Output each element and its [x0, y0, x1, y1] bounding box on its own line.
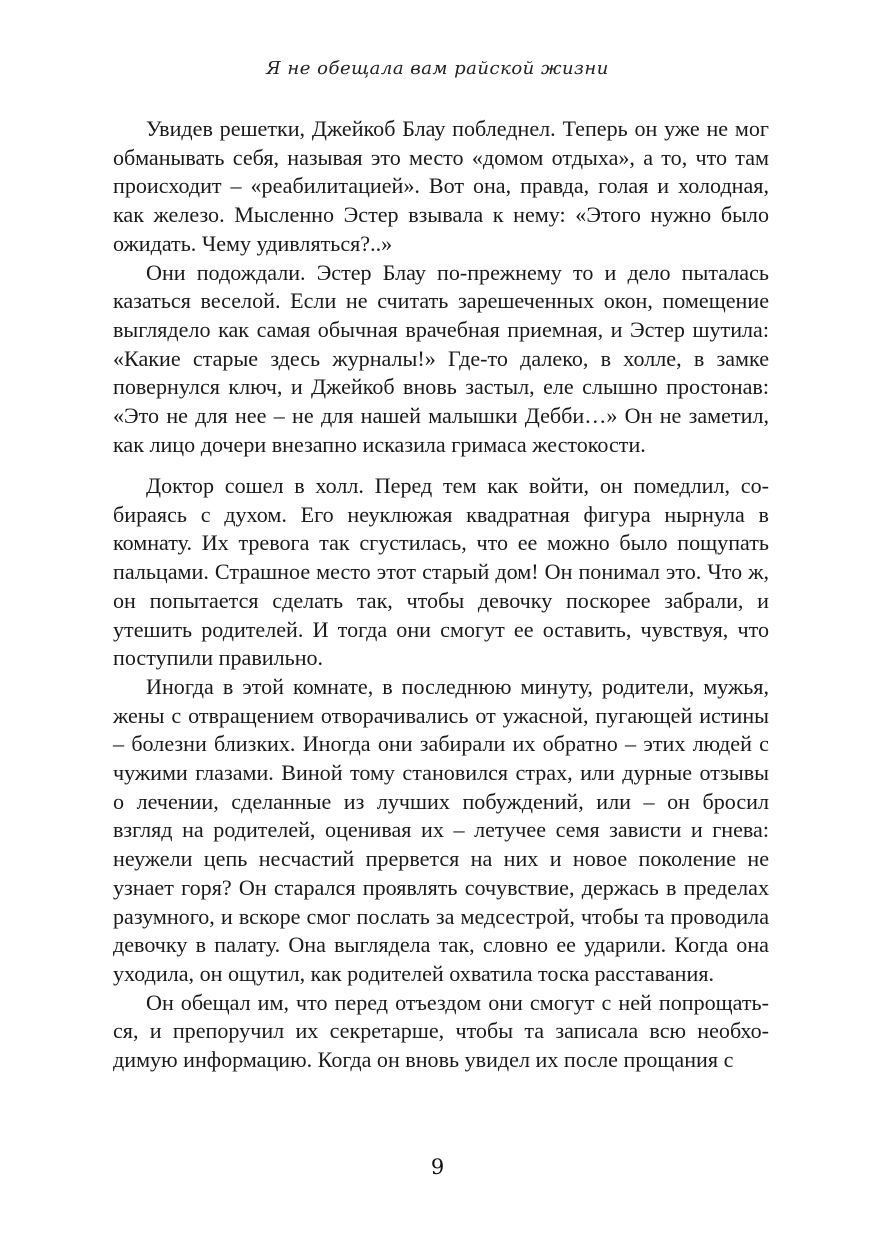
paragraph: Он обещал им, что перед отъездом они смогут с ней попрощаться, и препоручил их секретарше, чтобы та записала всю необходимую информацию. Когда он вновь увидел их после прощания с	[113, 989, 769, 1073]
paragraph: Они подождали. Эстер Блау по-прежнему то и дело пыталась казаться веселой. Если не считать зарешеченных окон, помещение выглядело как самая обычная врачебная приемная, и Эстер шутила: «Какие старые здесь журналы!» Где-то далеко, в холле, в замке повернулся ключ, и Джейкоб вновь застыл, еле слышно простонав: «Это не для нее – не для нашей малышки Дебби…» Он не заметил, как лицо дочери внезапно исказила гримаса жестокости.	[113, 259, 769, 457]
paragraph: Доктор сошел в холл. Перед тем как войти, он помедлил, собираясь с духом. Его неуклюжая квадратная фигура нырнула в комнату. Их тревога так сгустилась, что ее можно было пощупать пальцами. Страшное место этот старый дом! Он понимал это. Что ж, он попытается сделать так, чтобы девочку поскорее забрали, и утешить родителей. И тогда они смогут ее оставить, чувствуя, что поступили правильно.	[113, 473, 769, 671]
running-head: Я не обещала вам райской жизни	[266, 58, 609, 79]
page-number: 9	[430, 1155, 445, 1179]
text-section-2	[113, 472, 769, 1075]
paragraph: Иногда в этой комнате, в последнюю минуту, родители, мужья, жены с отвращением отворачивались от ужасной, пугающей истины – болезни близких. Иногда они забирали их обратно – этих людей с чужими глазами. Виной тому становился страх, или дурные отзывы о лечении, сделанные из лучших побуждений, или – он бросил взгляд на родителей, оценивая их – летучее семя зависти и гнева: неужели цепь несчастий прервется на них и новое поколение не узнает горя? Он старался проявлять сочувствие, держась в пределах разумного, и вскоре смог послать за медсестрой, чтобы та проводила девочку в палату. Она выглядела так, словно ее ударили. Когда она уходила, он ощутил, как родителей охватила тоска расставания.	[113, 673, 769, 986]
text-section-1	[113, 115, 769, 459]
paragraph: Увидев решетки, Джейкоб Блау побледнел. Теперь он уже не мог обманывать себя, называя это место «домом отдыха», а то, что там происходит – «реабилитацией». Вот она, правда, голая и холодная, как железо. Мысленно Эстер взывала к нему: «Этого нужно было ожидать. Чему удивляться?..»	[113, 116, 769, 256]
